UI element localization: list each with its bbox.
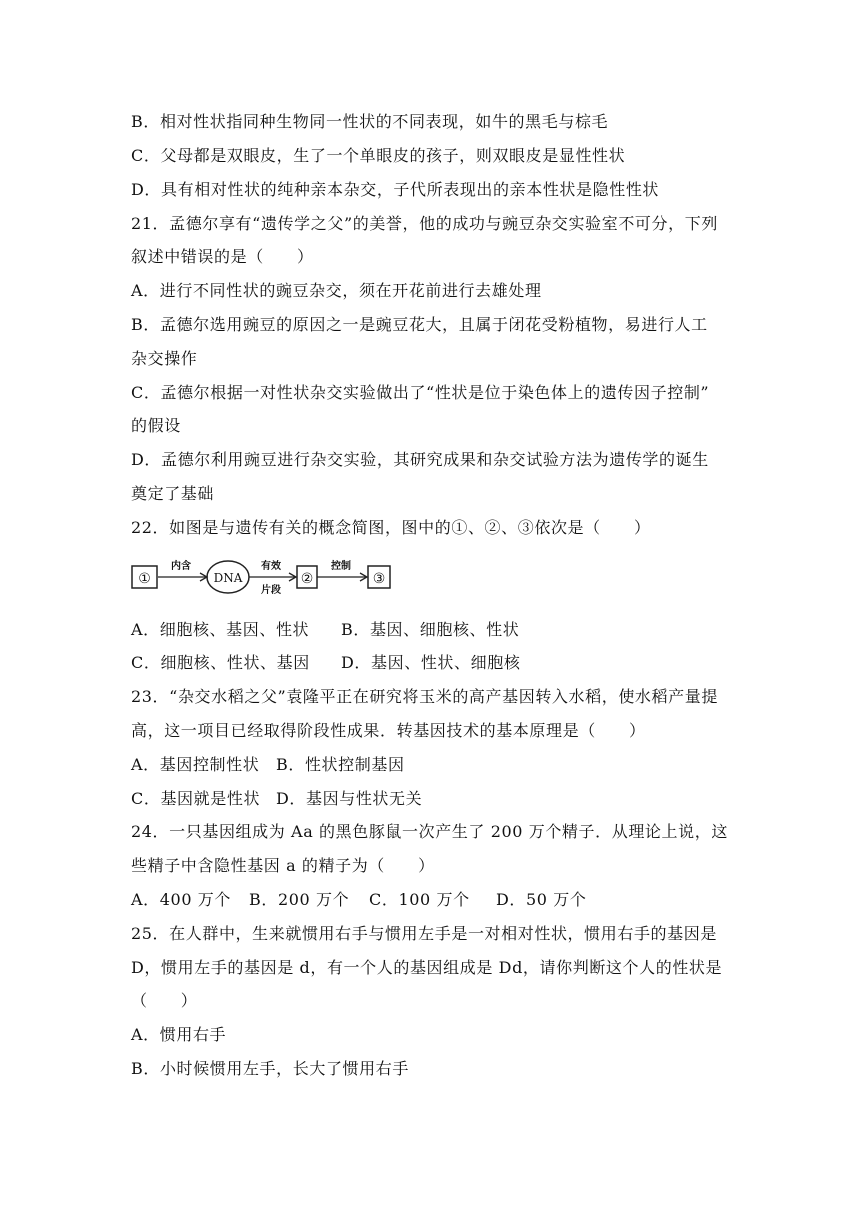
question-25-stem-cont: D，惯用左手的基因是 d，有一个人的基因组成是 Dd，请你判断这个人的性状是 bbox=[131, 958, 723, 977]
question-25-answer-blank: （ ） bbox=[131, 991, 198, 1010]
question-24-stem: 24．一只基因组成为 Aa 的黑色豚鼠一次产生了 200 万个精子．从理论上说，这 bbox=[131, 822, 728, 841]
q21-option-c: C．孟德尔根据一对性状杂交实验做出了“性状是位于染色体上的遗传因子控制” bbox=[131, 383, 710, 402]
question-21-stem-cont: 叙述中错误的是（ ） bbox=[131, 247, 314, 266]
q25-option-a: A．惯用右手 bbox=[131, 1025, 227, 1044]
q21-option-b: B．孟德尔选用豌豆的原因之一是豌豆花大，且属于闭花受粉植物，易进行人工 bbox=[131, 315, 708, 334]
option-b-line: B．相对性状指同种生物同一性状的不同表现，如牛的黑毛与棕毛 bbox=[131, 112, 609, 131]
diagram-box-3-label: ③ bbox=[372, 571, 386, 587]
arrow-1-label: 内含 bbox=[171, 561, 191, 572]
q24-option-b: B．200 万个 bbox=[249, 890, 350, 909]
diagram-box-1-label: ① bbox=[138, 571, 151, 587]
q24-option-a: A．400 万个 bbox=[131, 890, 231, 909]
q22-option-a: A．细胞核、基因、性状 bbox=[131, 620, 310, 639]
arrow-3-label: 控制 bbox=[331, 561, 351, 572]
q21-option-c-cont: 的假设 bbox=[131, 416, 181, 435]
q22-options-row-2 bbox=[131, 652, 520, 674]
q25-option-b: B．小时候惯用左手，长大了惯用右手 bbox=[131, 1059, 409, 1078]
dna-circle-label: DNA bbox=[213, 571, 243, 585]
question-23-stem-cont: 高，这一项目已经取得阶段性成果．转基因技术的基本原理是（ ） bbox=[131, 721, 646, 740]
q23-option-a: A．基因控制性状 bbox=[131, 755, 260, 774]
q23-option-c: C．基因就是性状 bbox=[131, 789, 261, 808]
q23-option-d: D．基因与性状无关 bbox=[276, 789, 423, 808]
question-22-stem: 22．如图是与遗传有关的概念简图，图中的①、②、③依次是（ ） bbox=[131, 518, 651, 537]
option-d-line: D．具有相对性状的纯种亲本杂交，子代所表现出的亲本性状是隐性性状 bbox=[131, 180, 660, 199]
q22-options-row-1 bbox=[131, 619, 519, 641]
q23-options-row-2 bbox=[131, 788, 422, 810]
q21-option-b-cont: 杂交操作 bbox=[131, 349, 198, 368]
q24-option-c: C．100 万个 bbox=[369, 890, 470, 909]
q22-option-b: B．基因、细胞核、性状 bbox=[341, 620, 520, 639]
option-c-line: C．父母都是双眼皮，生了一个单眼皮的孩子，则双眼皮是显性性状 bbox=[131, 146, 626, 165]
q23-options-row-1 bbox=[131, 754, 405, 776]
concept-diagram bbox=[131, 558, 393, 598]
q23-option-b: B．性状控制基因 bbox=[276, 755, 405, 774]
question-25-stem: 25．在人群中，生来就惯用右手与惯用左手是一对相对性状，惯用右手的基因是 bbox=[131, 924, 717, 943]
diagram-box-2-label: ② bbox=[300, 571, 314, 587]
question-24-stem-cont: 些精子中含隐性基因 a 的精子为（ ） bbox=[131, 856, 435, 875]
q22-option-d: D．基因、性状、细胞核 bbox=[341, 653, 521, 672]
q24-option-d: D．50 万个 bbox=[496, 890, 587, 909]
q21-option-a: A．进行不同性状的豌豆杂交，须在开花前进行去雄处理 bbox=[131, 281, 542, 300]
arrow-2-bottom-label: 片段 bbox=[261, 585, 281, 596]
q22-option-c: C．细胞核、性状、基因 bbox=[131, 653, 310, 672]
q21-option-d: D．孟德尔利用豌豆进行杂交实验，其研究成果和杂交试验方法为遗传学的诞生 bbox=[131, 450, 709, 469]
arrow-2-top-label: 有效 bbox=[261, 561, 281, 572]
question-21-stem: 21．孟德尔享有“遗传学之父”的美誉，他的成功与豌豆杂交实验室不可分，下列 bbox=[131, 214, 718, 233]
q21-option-d-cont: 奠定了基础 bbox=[131, 484, 215, 503]
question-23-stem: 23．“杂交水稻之父”袁隆平正在研究将玉米的高产基因转入水稻，使水稻产量提 bbox=[131, 687, 718, 706]
q24-options-row bbox=[131, 889, 586, 911]
